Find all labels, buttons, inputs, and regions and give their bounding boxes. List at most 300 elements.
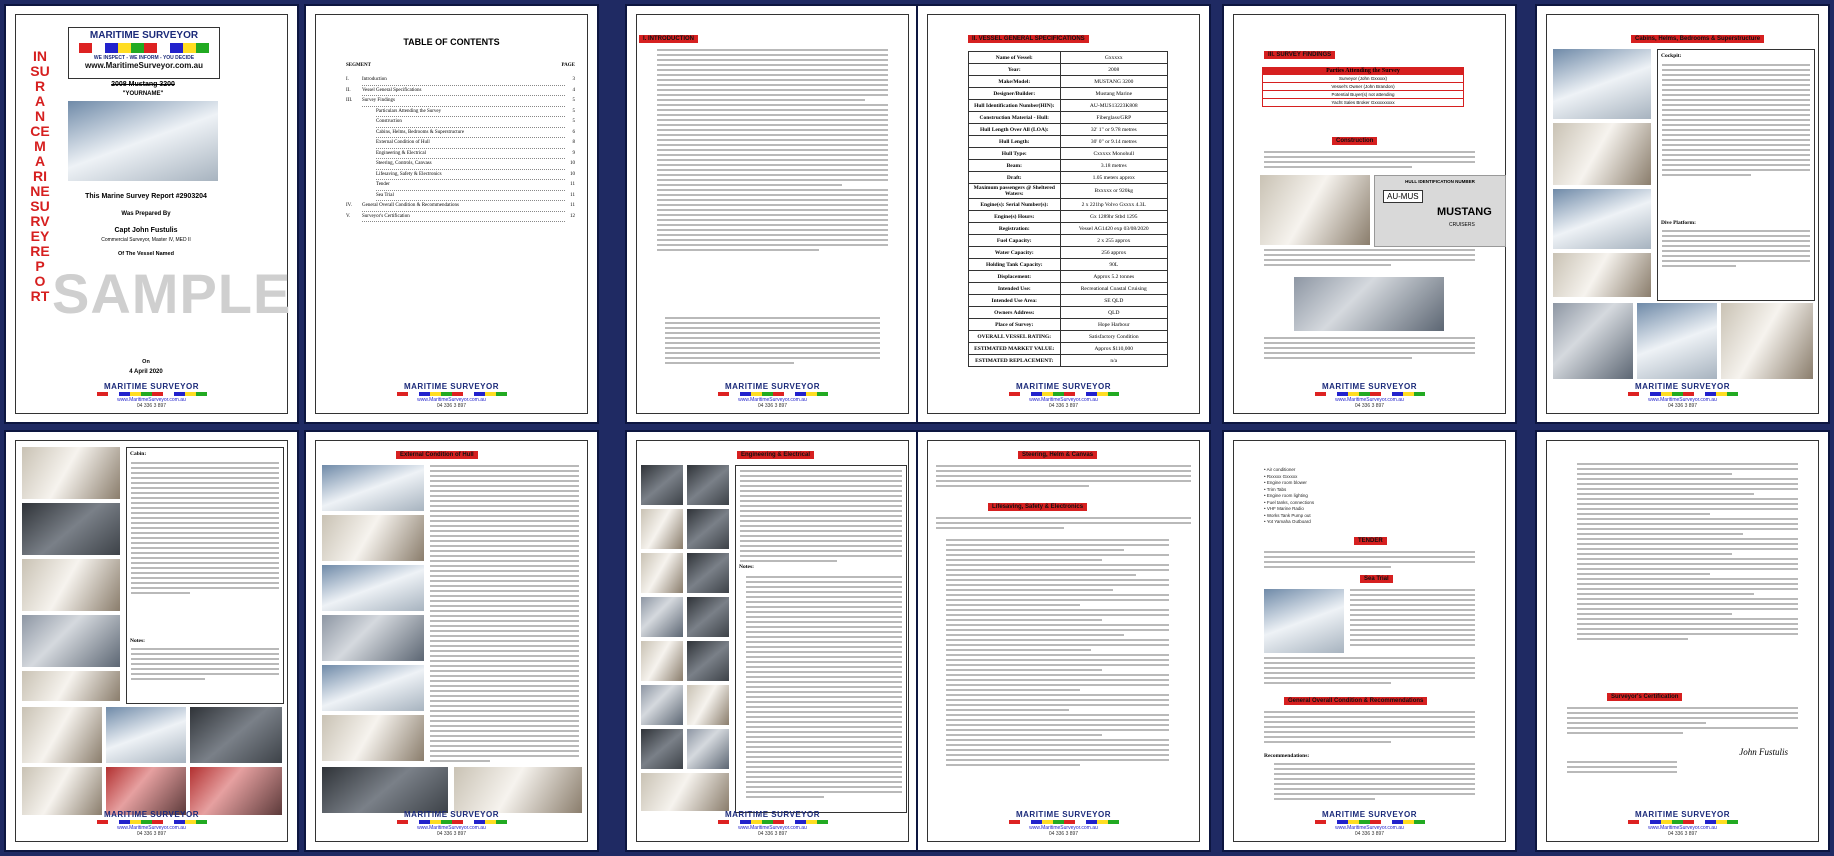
engine-photo-13	[641, 729, 683, 769]
intro-bullets	[665, 317, 880, 367]
hin-value: AU-MUS	[1383, 190, 1423, 203]
page-engineering	[625, 430, 920, 852]
construction-heading: Construction	[1332, 137, 1377, 145]
page-footer	[1547, 382, 1818, 409]
toc-row-number: II.	[346, 87, 351, 93]
page-footer	[1234, 382, 1505, 409]
toc-row-label: Vessel General Specifications	[362, 86, 565, 97]
toc-row-page: 5	[572, 108, 575, 114]
footer-logo: MARITIME SURVEYOR	[103, 810, 200, 819]
page-footer	[928, 810, 1199, 837]
spec-value: 256 approx	[1060, 247, 1167, 259]
spec-value: Mustang Marine	[1060, 88, 1167, 100]
page-introduction	[625, 4, 920, 424]
footer-logo: MARITIME SURVEYOR	[1321, 382, 1418, 391]
cockpit-box	[1657, 49, 1815, 301]
hull-photo-7	[322, 767, 448, 813]
cabin-photo-1	[1553, 49, 1651, 119]
footer-website[interactable]: www.MaritimeSurveyor.com.au	[1029, 397, 1098, 403]
spec-key: Water Capacity:	[969, 247, 1061, 259]
intro-heading: I. INTRODUCTION	[639, 35, 698, 43]
footer-website[interactable]: www.MaritimeSurveyor.com.au	[417, 397, 486, 403]
footer-website[interactable]: www.MaritimeSurveyor.com.au	[738, 825, 807, 831]
cabin2-photo-11	[190, 767, 282, 815]
spec-value: Recreational Coastal Cruising	[1060, 283, 1167, 295]
footer-flags	[1009, 820, 1119, 824]
spec-value: Cxxxxx Monohull	[1060, 148, 1167, 160]
toc-row-label: Introduction	[362, 75, 565, 86]
engine-photo-15	[641, 773, 729, 811]
cover-vessel-line: 2008 Mustang 3200	[111, 81, 175, 88]
toc-row[interactable]	[346, 180, 575, 191]
spec-value: Hope Harbour	[1060, 319, 1167, 331]
spec-key: Holding Tank Capacity:	[969, 259, 1061, 271]
spec-key: Owners Address:	[969, 307, 1061, 319]
footer-logo: MARITIME SURVEYOR	[724, 382, 821, 391]
spec-key: Intended Use Area:	[969, 295, 1061, 307]
cover-watermark: SAMPLE	[52, 262, 292, 325]
footer-phone: 04 336 3 897	[1667, 831, 1698, 837]
cabin-notes-label: Notes:	[130, 638, 145, 644]
seatrial-heading: Sea Trial	[1360, 575, 1393, 583]
cover-vessel-name: "YOURNAME"	[122, 91, 164, 97]
page-footer	[16, 382, 287, 409]
spec-value: QLD	[1060, 307, 1167, 319]
hull-photo-6	[322, 715, 424, 761]
engine-photo-5	[641, 553, 683, 593]
toc-row-label: Steering, Controls, Canvass	[376, 159, 565, 170]
spec-row	[969, 247, 1168, 259]
toc-row[interactable]	[346, 212, 575, 223]
cover-flags	[79, 43, 209, 53]
construction-text-3	[1264, 337, 1475, 362]
final-bullets	[1577, 463, 1798, 643]
toc-row-page: 12	[570, 213, 575, 219]
footer-website[interactable]: www.MaritimeSurveyor.com.au	[738, 397, 807, 403]
footer-phone: 04 336 3 897	[1354, 831, 1385, 837]
cabin2-photo-5	[22, 671, 120, 701]
cover-date: 4 April 2020	[129, 369, 163, 375]
toc-row[interactable]	[346, 138, 575, 149]
engineering-notes-label: Notes:	[739, 564, 754, 570]
toc-row[interactable]	[346, 191, 575, 202]
tender-text	[1264, 551, 1475, 571]
spec-key: Name of Vessel:	[969, 52, 1061, 64]
spec-row	[969, 136, 1168, 148]
spec-row	[969, 112, 1168, 124]
engine-photo-4	[687, 509, 729, 549]
rec-subheading: Recommendations:	[1264, 753, 1310, 759]
engine-photo-14	[687, 729, 729, 769]
spec-value: AU-MUS13223K808	[1060, 100, 1167, 112]
footer-flags	[97, 392, 207, 396]
spec-value: Gxxxxx	[1060, 52, 1167, 64]
page-frame	[1546, 14, 1819, 414]
toc-row[interactable]	[346, 159, 575, 170]
dive-label: Dive Platform:	[1661, 220, 1696, 226]
toc-row-label: Tender	[376, 180, 565, 191]
construction-text	[1264, 151, 1475, 171]
page-frame	[1233, 14, 1506, 414]
hull-photo-5	[322, 665, 424, 711]
footer-phone: 04 336 3 897	[136, 831, 167, 837]
page-cabins	[1535, 4, 1830, 424]
spec-row	[969, 211, 1168, 223]
equipment-item: • Fuel tanks, connections	[1264, 500, 1314, 507]
toc-row[interactable]	[346, 75, 575, 86]
page-footer	[16, 810, 287, 837]
cockpit-label: Cockpit:	[1661, 53, 1682, 59]
page-cabin-2	[4, 430, 299, 852]
attendee-row: Potential Buyer(s) not attending	[1263, 90, 1463, 98]
page-toc	[304, 4, 599, 424]
equipment-list	[1264, 467, 1314, 526]
page-frame	[636, 440, 909, 842]
footer-logo: MARITIME SURVEYOR	[103, 382, 200, 391]
cover-surveyor: Capt John Fustulis	[114, 227, 178, 234]
safety-heading: Lifesaving, Safety & Electronics	[988, 503, 1087, 511]
spec-value: Fiberglass/GRP	[1060, 112, 1167, 124]
footer-flags	[1009, 392, 1119, 396]
footer-website[interactable]: www.MaritimeSurveyor.com.au	[1648, 825, 1717, 831]
spec-key: ESTIMATED MARKET VALUE:	[969, 343, 1061, 355]
toc-row-label: Construction	[376, 117, 565, 128]
toc-row[interactable]	[346, 86, 575, 97]
page-frame	[315, 14, 588, 414]
spec-value: Bxxxxx or 920kg	[1060, 184, 1167, 199]
page-certification	[1535, 430, 1830, 852]
footer-phone: 04 336 3 897	[1667, 403, 1698, 409]
toc-row-page: 11	[570, 182, 575, 187]
spec-value: SE QLD	[1060, 295, 1167, 307]
toc-row[interactable]	[346, 128, 575, 139]
page-frame	[315, 440, 588, 842]
footer-website[interactable]: www.MaritimeSurveyor.com.au	[1335, 397, 1404, 403]
page-frame	[1546, 440, 1819, 842]
hull-photo-3	[322, 565, 424, 611]
toc-row-number	[360, 149, 376, 160]
footer-flags	[1628, 392, 1738, 396]
footer-website[interactable]: www.MaritimeSurveyor.com.au	[1335, 825, 1404, 831]
engine-photo-8	[687, 597, 729, 637]
hin-plate	[1374, 175, 1506, 247]
toc-row[interactable]	[346, 107, 575, 118]
spec-row	[969, 295, 1168, 307]
cover-on: On	[142, 359, 150, 365]
spec-key: Fuel Capacity:	[969, 235, 1061, 247]
toc-row[interactable]	[346, 170, 575, 181]
toc-row-page: 9	[572, 150, 575, 156]
spec-key: Engine(s) Hours:	[969, 211, 1061, 223]
footer-website[interactable]: www.MaritimeSurveyor.com.au	[1648, 397, 1717, 403]
spec-row	[969, 259, 1168, 271]
cabin-notes-text	[131, 648, 279, 683]
page-footer	[1234, 810, 1505, 837]
spec-key: Construction Material - Hull:	[969, 112, 1061, 124]
footer-flags	[1628, 820, 1738, 824]
page-steering-safety	[916, 430, 1211, 852]
cover-brand: MARITIME SURVEYOR	[89, 30, 199, 41]
brand-sub: CRUISERS	[1449, 222, 1475, 228]
footer-flags	[718, 392, 828, 396]
attend-heading: Parties Attending the Survey	[1263, 68, 1463, 74]
footer-phone: 04 336 3 897	[1048, 403, 1079, 409]
layout-diagram-photo	[1294, 277, 1444, 331]
toc-row-number: I.	[346, 77, 349, 82]
dive-text	[1662, 230, 1810, 270]
attend-list	[1263, 74, 1463, 106]
spec-value: 2008	[1060, 64, 1167, 76]
findings-heading: III. SURVEY FINDINGS	[1264, 51, 1335, 59]
spec-row	[969, 235, 1168, 247]
toc-row[interactable]	[346, 149, 575, 160]
hull-photo-1	[322, 465, 424, 511]
toc-row-page: 11	[570, 203, 575, 208]
cover-tagline: WE INSPECT - WE INFORM - YOU DECIDE	[93, 55, 195, 61]
spec-value: 2 x 255 approx	[1060, 235, 1167, 247]
spec-row	[969, 148, 1168, 160]
spec-key: Hull Length Over All (LOA):	[969, 124, 1061, 136]
engineering-text	[740, 470, 902, 565]
cabins-heading: Cabins, Helms, Bedrooms & Superstructure	[1631, 35, 1764, 43]
attendee-row: Surveyor (John Gxxxxx)	[1263, 74, 1463, 82]
toc-row-label: Sea Trial	[376, 191, 565, 202]
cert-text	[1567, 707, 1798, 737]
toc-row-page: 4	[572, 87, 575, 93]
page-footer	[637, 810, 908, 837]
equipment-item: • Works Tank Pump out	[1264, 513, 1314, 520]
steering-heading: Steering, Helm & Canvas	[1018, 451, 1097, 459]
attend-box	[1262, 67, 1464, 107]
cabin-photo-7	[1721, 303, 1813, 379]
cabin2-photo-6	[22, 707, 102, 763]
page-frame	[927, 14, 1200, 414]
cover-vertical-title: INSURANCE MARINE SURVEY REPORT	[30, 48, 50, 304]
spec-value: Satisfactory Condition	[1060, 331, 1167, 343]
cover-logo-box	[68, 27, 220, 79]
page-footer	[316, 382, 587, 409]
spec-key: ESTIMATED REPLACEMENT:	[969, 355, 1061, 367]
equipment-item: • VHF Marine Radio	[1264, 506, 1314, 513]
toc-row-number	[360, 107, 376, 118]
specs-table	[968, 51, 1168, 367]
cabin2-photo-7	[106, 707, 186, 763]
footer-logo: MARITIME SURVEYOR	[403, 382, 500, 391]
footer-website[interactable]: www.MaritimeSurveyor.com.au	[117, 825, 186, 831]
toc-row-number: IV.	[346, 203, 352, 208]
spec-key: Displacement:	[969, 271, 1061, 283]
page-specifications	[916, 4, 1211, 424]
toc-row[interactable]	[346, 117, 575, 128]
footer-website[interactable]: www.MaritimeSurveyor.com.au	[417, 825, 486, 831]
spec-row	[969, 76, 1168, 88]
cover-owner-line: Of The Vessel Named	[118, 251, 174, 257]
spec-value: MUSTANG 3200	[1060, 76, 1167, 88]
spec-row	[969, 124, 1168, 136]
cabin-text	[131, 462, 279, 597]
signature: John Fustulis	[1739, 747, 1788, 757]
spec-row	[969, 172, 1168, 184]
spec-row	[969, 100, 1168, 112]
spec-value: 32' 1" or 9.78 metres	[1060, 124, 1167, 136]
footer-flags	[97, 820, 207, 824]
footer-logo: MARITIME SURVEYOR	[403, 810, 500, 819]
spec-value: 30' 0" or 9.14 metres	[1060, 136, 1167, 148]
seatrial-text-2	[1264, 657, 1475, 687]
footer-phone: 04 336 3 897	[1354, 403, 1385, 409]
spec-row	[969, 88, 1168, 100]
engine-photo-3	[641, 509, 683, 549]
page-frame	[15, 440, 288, 842]
cabin-label: Cabin:	[130, 451, 147, 457]
equipment-item: • Air conditioner	[1264, 467, 1314, 474]
engine-photo-7	[641, 597, 683, 637]
cabin-box	[126, 447, 284, 704]
spec-key: Hull Identification Number(HIN):	[969, 100, 1061, 112]
toc-row-page: 10	[570, 161, 575, 166]
toc-row-number	[360, 128, 376, 139]
cabin2-photo-3	[22, 559, 120, 611]
footer-logo: MARITIME SURVEYOR	[1015, 810, 1112, 819]
safety-text	[936, 517, 1191, 532]
spec-key: OVERALL VESSEL RATING:	[969, 331, 1061, 343]
spec-key: Hull Type:	[969, 148, 1061, 160]
cover-report-line: This Marine Survey Report #2903204	[85, 193, 207, 200]
toc-row-number: III.	[346, 98, 353, 103]
footer-flags	[718, 820, 828, 824]
toc-col-page: PAGE	[561, 63, 575, 68]
spec-key: Maximum passengers @ Sheltered Waters:	[969, 184, 1061, 199]
toc-row-number	[360, 191, 376, 202]
spec-row	[969, 319, 1168, 331]
spec-key: Designer/Builder:	[969, 88, 1061, 100]
page-frame	[927, 440, 1200, 842]
spec-value: Gx 1289hr Stbd 1295	[1060, 211, 1167, 223]
toc-row-label: Surveyor's Certification	[362, 212, 565, 223]
cabin-photo-3	[1553, 189, 1651, 249]
footer-website[interactable]: www.MaritimeSurveyor.com.au	[117, 397, 186, 403]
hull-heading: External Condition of Hull	[396, 451, 478, 459]
footer-phone: 04 336 3 897	[757, 403, 788, 409]
page-footer	[637, 382, 908, 409]
toc-row-label: General Overall Condition & Recommendations	[362, 201, 565, 212]
engine-photo-6	[687, 553, 729, 593]
spec-value: 3.18 metres	[1060, 160, 1167, 172]
cabin2-photo-4	[22, 615, 120, 667]
spec-key: Registration:	[969, 223, 1061, 235]
cabin2-photo-1	[22, 447, 120, 499]
engine-photo-11	[641, 685, 683, 725]
cover-boat-photo	[68, 101, 218, 181]
toc-col-segment: SEGMENT	[346, 63, 372, 68]
hull-photo-4	[322, 615, 424, 661]
equipment-item: • Trim Tabs	[1264, 487, 1314, 494]
spec-value: Approx $110,000	[1060, 343, 1167, 355]
toc-row-page: 3	[572, 77, 575, 82]
spec-row	[969, 160, 1168, 172]
attendee-row: Yacht Sales Broker Gxxxxxxxxx	[1263, 98, 1463, 106]
engine-photo-2	[687, 465, 729, 505]
attendee-row: Vessel's Owner (John Brandon)	[1263, 82, 1463, 90]
cabin2-photo-2	[22, 503, 120, 555]
footer-website[interactable]: www.MaritimeSurveyor.com.au	[1029, 825, 1098, 831]
spec-key: Make/Model:	[969, 76, 1061, 88]
hull-photo-2	[322, 515, 424, 561]
cockpit-text	[1662, 64, 1810, 179]
footer-flags	[1315, 392, 1425, 396]
spec-value: 90L	[1060, 259, 1167, 271]
rec-list	[1274, 763, 1475, 803]
hull-photo	[1260, 175, 1370, 245]
footer-phone: 04 336 3 897	[136, 403, 167, 409]
page-frame	[636, 14, 909, 414]
cert-heading: Surveyor's Certification	[1607, 693, 1682, 701]
spec-row	[969, 199, 1168, 211]
cabin2-photo-10	[106, 767, 186, 815]
spec-row	[969, 307, 1168, 319]
spec-key: Beam:	[969, 160, 1061, 172]
spec-value: 2 x 221hp Volvo Gxxxx 4.3L	[1060, 199, 1167, 211]
cover-surveyor-cred: Commercial Surveyor, Master IV, MED II	[101, 237, 191, 243]
spec-value: Approx 5.2 tonnes	[1060, 271, 1167, 283]
cabin-photo-4	[1553, 253, 1651, 297]
engine-photo-10	[687, 641, 729, 681]
construction-text-2	[1264, 249, 1475, 269]
footer-logo: MARITIME SURVEYOR	[1634, 810, 1731, 819]
intro-body-text	[657, 49, 888, 254]
page-footer	[316, 810, 587, 837]
spec-value: n/a	[1060, 355, 1167, 367]
hin-label: HULL IDENTIFICATION NUMBER	[1405, 179, 1475, 184]
page-cover	[4, 4, 299, 424]
tender-heading: TENDER	[1354, 537, 1387, 545]
toc-row-label: Lifesaving, Safety & Electronics	[376, 170, 565, 181]
spec-key: Engine(s): Serial Number(s):	[969, 199, 1061, 211]
toc-row-number	[360, 170, 376, 181]
toc-row[interactable]	[346, 201, 575, 212]
cover-prepared-by: Was Prepared By	[121, 211, 171, 217]
cabin-photo-2	[1553, 123, 1651, 185]
toc-row-page: 5	[572, 98, 575, 103]
spec-value: 1.05 meters approx	[1060, 172, 1167, 184]
toc-row-page: 10	[570, 171, 575, 177]
cabin2-photo-8	[190, 707, 282, 763]
seatrial-text	[1350, 589, 1475, 649]
equipment-item: • Yot Yamaha Outboard	[1264, 519, 1314, 526]
footer-phone: 04 336 3 897	[757, 831, 788, 837]
toc-title: TABLE OF CONTENTS	[403, 37, 500, 47]
equipment-item: • Engine room lighting	[1264, 493, 1314, 500]
spec-row	[969, 64, 1168, 76]
spec-key: Year:	[969, 64, 1061, 76]
seatrial-photo	[1264, 589, 1344, 653]
spec-row	[969, 283, 1168, 295]
footer-phone: 04 336 3 897	[436, 403, 467, 409]
toc-row-label: Survey Findings	[362, 96, 565, 107]
spec-key: Draft:	[969, 172, 1061, 184]
steering-text	[936, 465, 1191, 490]
engineering-box	[735, 465, 907, 813]
toc-row[interactable]	[346, 96, 575, 107]
spec-row	[969, 223, 1168, 235]
spec-key: Place of Survey:	[969, 319, 1061, 331]
spec-row	[969, 355, 1168, 367]
engine-photo-9	[641, 641, 683, 681]
toc-row-label: Cabins, Helms, Bedrooms & Superstructure	[376, 128, 565, 139]
footer-logo: MARITIME SURVEYOR	[724, 810, 821, 819]
footer-logo: MARITIME SURVEYOR	[1015, 382, 1112, 391]
cover-website: www.MaritimeSurveyor.com.au	[85, 61, 203, 70]
